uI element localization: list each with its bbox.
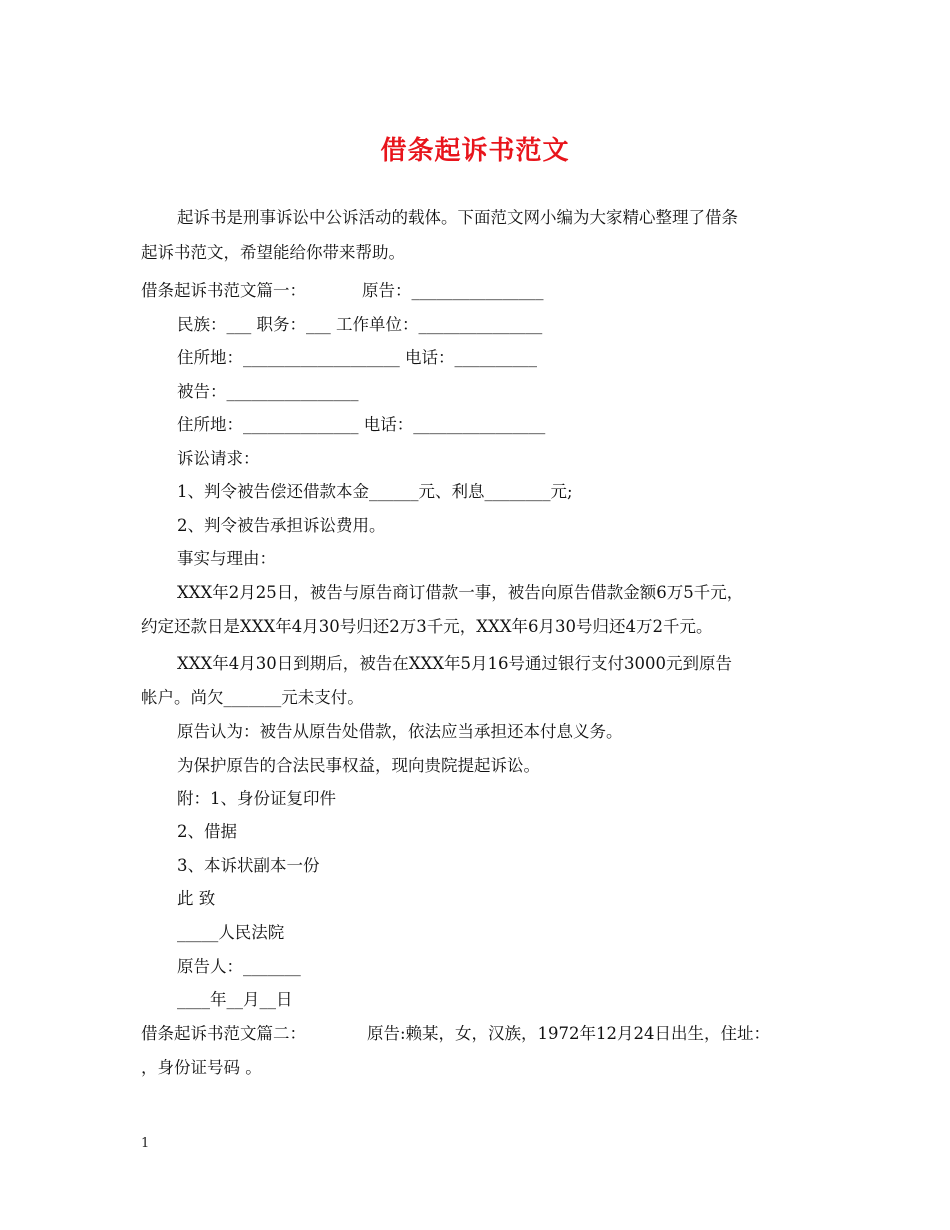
attachment-2: 2、借据 [177,822,237,841]
court-line: _____人民法院 [177,923,285,942]
opinion-line: 原告认为：被告从原告处借款，依法应当承担还本付息义务。 [177,722,623,741]
attachment-3: 3、本诉状副本一份 [177,856,320,875]
address-phone-line-2: 住所地：______________ 电话：________________ [177,415,546,434]
ethnic-job-line: 民族：___ 职务：___ 工作单位：_______________ [177,315,543,334]
claim-1: 1、判令被告偿还借款本金______元、利息________元; [177,482,573,501]
document-title: 借条起诉书范文 [380,136,570,166]
plaintiff-field: 原告：________________ [362,281,544,300]
facts-2-line-1: XXX年4月30日到期后，被告在XXX年5月16号通过银行支付3000元到原告 [177,654,732,673]
claims-heading: 诉讼请求： [177,449,260,468]
protect-line: 为保护原告的合法民事权益，现向贵院提起诉讼。 [177,756,540,775]
salutation: 此 致 [177,889,216,908]
part1-heading: 借条起诉书范文篇一： [141,281,306,300]
intro-line-1: 起诉书是刑事诉讼中公诉活动的载体。下面范文网小编为大家精心整理了借条 [177,208,738,227]
claim-2: 2、判令被告承担诉讼费用。 [177,516,386,535]
date-line: ____年__月__日 [177,990,293,1009]
part2-plaintiff-line-2: ，身份证号码 。 [141,1058,262,1077]
part2-plaintiff-line-1: 原告:赖某，女，汉族，1972年12月24日出生，住址： [367,1024,771,1043]
facts-1-line-2: 约定还款日是XXX年4月30号归还2万3千元，XXX年6月30号归还4万2千元。 [141,617,713,636]
signer-line: 原告人：_______ [177,957,301,976]
facts-heading: 事实与理由： [177,549,276,568]
page-number: 1 [141,1136,150,1151]
defendant-line: 被告：________________ [177,382,359,401]
address-phone-line-1: 住所地：___________________ 电话：__________ [177,348,537,367]
facts-2-line-2: 帐户。尚欠_______元未支付。 [141,688,364,707]
part2-heading: 借条起诉书范文篇二： [141,1024,306,1043]
part1-heading-row [141,281,544,301]
facts-1-line-1: XXX年2月25日，被告与原告商订借款一事，被告向原告借款金额6万5千元， [177,583,744,602]
intro-line-2: 起诉书范文，希望能给你带来帮助。 [141,243,405,262]
part2-heading-row [141,1024,771,1044]
attachment-1: 附：1、身份证复印件 [177,789,336,808]
